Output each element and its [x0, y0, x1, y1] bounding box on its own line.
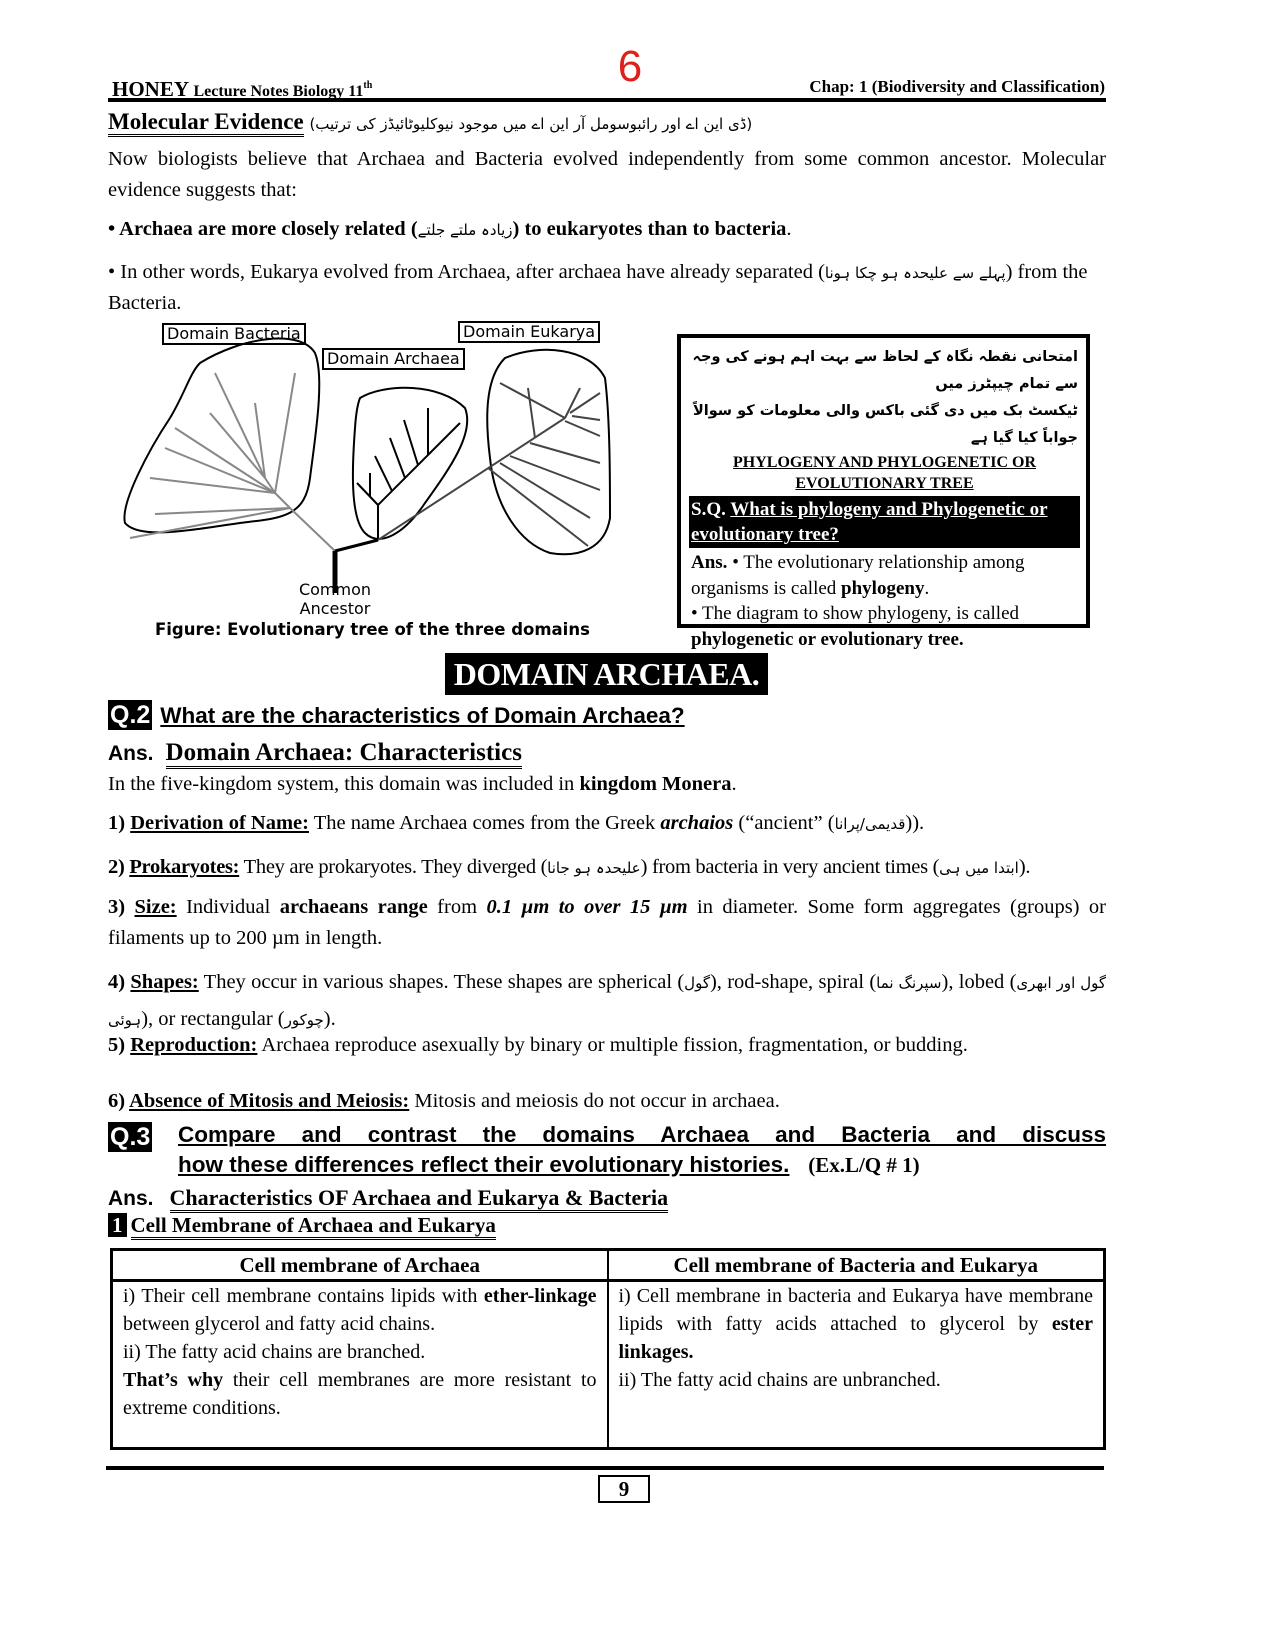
item-text: )). — [905, 812, 925, 834]
item-label: Prokaryotes: — [129, 856, 240, 878]
size-range: 0.1 µm to over 15 µm — [486, 896, 688, 918]
urdu-gloss: علیحدہ ہو جانا — [547, 859, 641, 877]
phylogeny-info-box — [677, 334, 1090, 650]
intro-text: In the five-kingdom system, this domain was included in — [108, 773, 580, 795]
item-size — [108, 892, 1106, 954]
q3-text-line2 — [178, 1150, 1106, 1180]
table-header-row — [112, 1250, 1105, 1281]
ans-text: • The diagram to show phylogeny, is called — [691, 603, 1020, 624]
item-label: Reproduction: — [130, 1034, 258, 1056]
bullet-text: ) to eukaryotes than to bacteria — [512, 218, 787, 240]
item-text: ), or rectangular ( — [141, 1008, 285, 1030]
box-caption-line2: EVOLUTIONARY TREE — [795, 475, 974, 492]
archaea-point-2: ii) The fatty acid chains are branched. — [123, 1341, 426, 1363]
archaea-point-3 — [123, 1366, 597, 1422]
item-text: ) from bacteria in very ancient times ( — [640, 856, 940, 878]
label-domain-eukarya: Domain Eukarya — [458, 321, 600, 343]
q2-answer-heading — [108, 738, 522, 771]
item-text: ). — [1018, 856, 1031, 878]
q3-text: how these differences reflect their evolutionary histories. — [178, 1152, 790, 1177]
molecular-evidence-heading — [108, 108, 752, 138]
bullet-closely-related — [108, 214, 1106, 246]
ancestor-line2: Ancestor — [299, 599, 371, 618]
item-text: (“ancient” ( — [733, 812, 835, 834]
item-mitosis-meiosis — [108, 1087, 1106, 1115]
urdu-gloss: سپرنگ نما — [876, 974, 942, 992]
sq-answer-2 — [691, 601, 1078, 652]
term-ester-linkages: ester linkages. — [618, 1313, 1093, 1363]
term-phylogeny: phylogeny — [841, 577, 925, 599]
subheading-number: 1 — [108, 1213, 127, 1237]
term-thats-why: That’s why — [123, 1369, 224, 1391]
cell-text: i) Their cell membrane contains lipids with — [123, 1285, 484, 1307]
q3-text: Compare and contrast the domains Archaea and Bacteria and discuss — [178, 1122, 1106, 1147]
item-label: Shapes: — [130, 971, 199, 993]
label-domain-archaea: Domain Archaea — [322, 348, 465, 370]
sq-label: S.Q. — [691, 499, 726, 520]
item-text: in diameter. Some form aggregates (groups) or filaments up to 200 µm in length. — [108, 896, 1107, 949]
q3-label: Q.3 — [110, 1123, 151, 1151]
item-text: Mitosis and meiosis do not occur in archaea. — [409, 1090, 780, 1112]
q3-text-line1 — [178, 1120, 1106, 1150]
table-row — [112, 1281, 1105, 1449]
q2-text: What are the characteristics of Domain Archaea? — [160, 703, 685, 728]
term-archaeans-range: archaeans range — [279, 896, 428, 918]
book-title-sup: th — [363, 80, 373, 91]
ans-label: Ans. — [108, 742, 154, 765]
ans-text: • The evolutionary relationship among organisms is called — [691, 552, 1025, 599]
item-text: The name Archaea comes from the Greek — [308, 812, 661, 834]
term-archaios: archaios — [660, 812, 734, 834]
bullet-text: . — [786, 218, 792, 240]
subheading-cell-membrane — [108, 1212, 496, 1238]
cell-text: between glycerol and fatty acid chains. — [123, 1313, 436, 1335]
urdu-gloss: پہلے سے علیحدہ ہو چکا ہونا — [824, 264, 1006, 282]
item-text: ). — [323, 1008, 336, 1030]
term-kingdom-monera: kingdom Monera — [579, 773, 732, 795]
item-text: They are prokaryotes. They diverged ( — [239, 856, 548, 878]
ans-heading: Domain Archaea: Characteristics — [166, 739, 522, 769]
item-text: They occur in various shapes. These shapes are spherical ( — [198, 971, 685, 993]
subheading-text: Cell Membrane of Archaea and Eukarya — [131, 1213, 496, 1240]
ans-label: Ans. — [108, 1187, 154, 1210]
ans-label: Ans. — [691, 552, 728, 573]
figure-caption: Figure: Evolutionary tree of the three domains — [155, 620, 590, 639]
top-page-number: 6 — [617, 42, 643, 91]
cell-bacteria-eukarya — [608, 1281, 1105, 1449]
box-caption-line1: PHYLOGENY AND PHYLOGENETIC OR — [733, 454, 1036, 471]
item-reproduction — [108, 1032, 1106, 1059]
page-number: 9 — [598, 1475, 650, 1503]
bullet-eukarya-evolved — [108, 257, 1106, 318]
item-text: Archaea reproduce asexually by binary or multiple fission, fragmentation, or budding. — [257, 1034, 968, 1056]
urdu-gloss: قدیمی/پرانا — [834, 815, 906, 833]
ans-text: . — [924, 577, 930, 599]
urdu-gloss: گول اور ابھری ہوئی — [108, 974, 1107, 1029]
exercise-reference: (Ex.L/Q # 1) — [808, 1153, 920, 1177]
item-num: 4) — [108, 971, 126, 993]
archaea-point-1 — [123, 1282, 597, 1338]
chapter-title: Chap: 1 (Biodiversity and Classification) — [809, 77, 1105, 96]
ancestor-line1: Common — [298, 580, 372, 599]
domain-archaea-banner: DOMAIN ARCHAEA. — [445, 653, 768, 695]
item-num: 6) — [108, 1090, 126, 1112]
term-ether-linkage: ether-linkage — [483, 1285, 597, 1307]
cell-text: their cell membranes are more resistant to extreme conditions. — [123, 1369, 597, 1419]
item-label: Size: — [134, 896, 177, 918]
term-phylogenetic-tree: phylogenetic or evolutionary tree. — [691, 628, 964, 650]
urdu-gloss: چوکور — [284, 1011, 324, 1029]
label-domain-bacteria: Domain Bacteria — [162, 323, 306, 345]
header-bacteria-eukarya: Cell membrane of Bacteria and Eukarya — [608, 1250, 1105, 1281]
item-num: 5) — [108, 1034, 126, 1056]
cell-archaea — [112, 1281, 608, 1449]
item-prokaryotes — [108, 852, 1106, 884]
urdu-note-line2: ٹیکسٹ بک میں دی گئی باکس والی معلومات کو سوالاً جواباً کیا گیا ہے — [692, 403, 1078, 446]
urdu-gloss: گول — [684, 974, 710, 992]
urdu-gloss: (ڈی این اے اور رائبوسومل آر این اے میں موجود نیوکلیوٹائیڈز کی ترتیب) — [309, 115, 753, 133]
ans-heading: Characteristics OF Archaea and Eukarya & Bacteria — [170, 1185, 669, 1213]
book-subtitle: Lecture Notes Biology 11 — [193, 83, 364, 100]
bullet-text: ) from the Bacteria. — [108, 261, 1088, 314]
header-divider — [108, 98, 1106, 102]
intro-text: . — [731, 773, 737, 795]
item-shapes — [108, 964, 1106, 1038]
sq-text: What is phylogeny and Phylogenetic or evolutionary tree? — [691, 499, 1048, 545]
item-text: ), rod-shape, spiral ( — [709, 971, 877, 993]
sq-answer — [691, 550, 1078, 601]
book-brand: HONEY — [112, 77, 189, 101]
item-text: ), lobed ( — [941, 971, 1017, 993]
q2-label: Q.2 — [110, 701, 151, 729]
short-question — [689, 496, 1080, 548]
cell-text: i) Cell membrane in bacteria and Eukarya have membrane lipids with fatty acids attached to glycerol by — [618, 1285, 1093, 1335]
urdu-gloss: زیادہ ملتے جلتے — [417, 221, 513, 239]
urdu-note-line1: امتحانی نقطہ نگاہ کے لحاظ سے بہت اہم ہونے کی وجہ سے تمام چیپٹرز میں — [692, 349, 1078, 392]
bacteria-point-1 — [619, 1282, 1094, 1366]
label-common-ancestor — [285, 580, 385, 618]
urdu-gloss: ابتدا میں ہی — [939, 859, 1019, 877]
molecular-evidence-paragraph: Now biologists believe that Archaea and Bacteria evolved independently from some common ancestor. Molecular evidence suggests that: — [108, 148, 1106, 201]
item-text: from — [427, 896, 487, 918]
item-num: 2) — [108, 856, 125, 878]
item-num: 1) — [108, 812, 126, 834]
bacteria-point-2: ii) The fatty acid chains are unbranched. — [618, 1369, 941, 1391]
question-2 — [108, 700, 685, 735]
urdu-note — [691, 344, 1078, 452]
item-label: Absence of Mitosis and Meiosis: — [129, 1090, 410, 1112]
header-archaea: Cell membrane of Archaea — [112, 1250, 608, 1281]
kingdom-monera-intro — [108, 769, 1106, 800]
item-num: 3) — [108, 896, 126, 918]
footer-divider — [106, 1466, 1104, 1470]
cell-membrane-comparison-table — [110, 1248, 1106, 1450]
section-title: Molecular Evidence — [108, 109, 304, 137]
item-label: Derivation of Name: — [130, 812, 309, 834]
item-text: Individual — [176, 896, 280, 918]
q3-answer-heading — [108, 1184, 668, 1215]
bullet-text: • In other words, Eukarya evolved from Archaea, after archaea have already separated ( — [108, 261, 825, 283]
item-derivation — [108, 808, 1106, 840]
evolutionary-tree-figure — [110, 318, 630, 648]
bullet-text: • Archaea are more closely related ( — [108, 218, 418, 240]
